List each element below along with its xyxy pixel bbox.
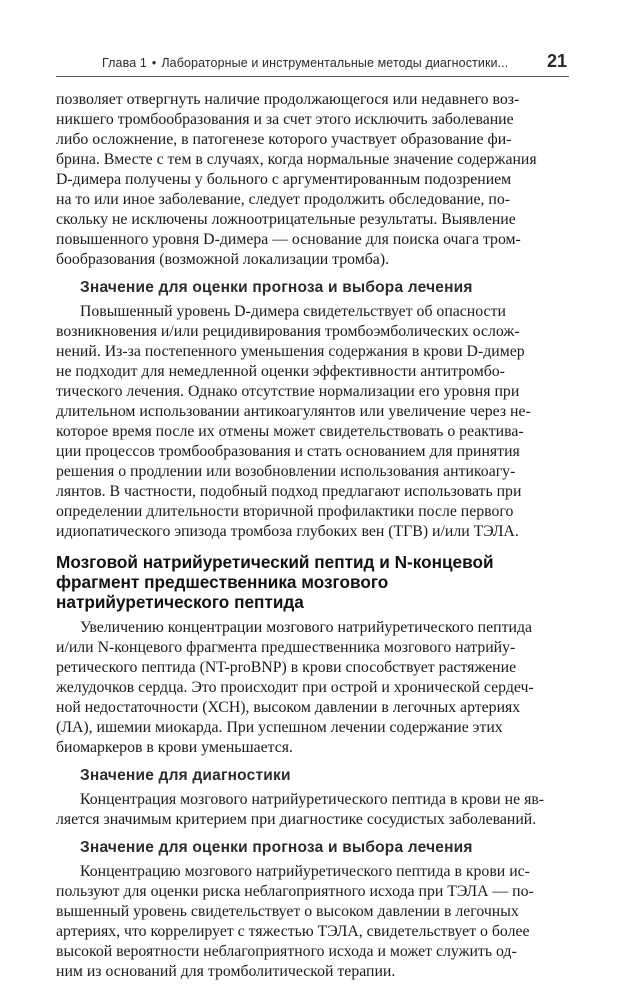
paragraph-bnp-diagnostics: [56, 790, 562, 830]
text-line: тического лечения. Однако отсутствие нормализации его уровня при: [56, 383, 520, 400]
text-line: пользуют для оценки риска неблагоприятного исхода при ТЭЛА — по-: [56, 883, 534, 900]
chapter-name: Лабораторные и инструментальные методы диагностики...: [161, 56, 509, 70]
section-heading-line: фрагмент предшественника мозгового: [56, 572, 389, 592]
text-line: не подходит для немедленной оценки эффективности антитромбо-: [56, 363, 505, 380]
section-heading-bnp: [56, 552, 562, 612]
text-line: биомаркеров в крови уменьшается.: [56, 739, 293, 756]
paragraph-bnp-prognosis: [56, 862, 562, 982]
text-line: решения о продлении или возобновлении использования антикоагу-: [56, 463, 516, 480]
text-line: и/или N-концевого фрагмента предшественника мозгового натрийу-: [56, 639, 516, 656]
text-line: Повышенный уровень D-димера свидетельствует об опасности: [80, 303, 506, 320]
text-line: высокой вероятности неблагоприятного исхода и может служить од-: [56, 943, 517, 960]
section-heading-line: Мозговой натрийуретический пептид и N-концевой: [56, 552, 494, 572]
paragraph-bnp-intro: [56, 618, 562, 758]
section-heading-line: натрийуретического пептида: [56, 592, 304, 612]
text-line: Концентрацию мозгового натрийуретического пептида в крови ис-: [80, 863, 530, 880]
text-line: идиопатического эпизода тромбоза глубоких вен (ТГВ) и/или ТЭЛА.: [56, 523, 519, 540]
text-line: бообразования (возможной локализации тромба).: [56, 251, 390, 268]
text-line: возникновения и/или рецидивирования тромбоэмболических ослож-: [56, 323, 520, 340]
text-line: D-димера получены у больного с аргументированным подозрением: [56, 171, 512, 188]
text-line: ляется значимым критерием при диагностике сосудистых заболеваний.: [56, 811, 537, 828]
text-line: никшего тромбообразования и за счет этого исключить заболевание: [56, 111, 514, 128]
text-line: артериях, что коррелирует с тяжестью ТЭЛА, свидетельствует о более: [56, 923, 530, 940]
bullet-separator: •: [151, 56, 157, 70]
text-line: (ЛА), ишемии миокарда. При успешном лечении содержание этих: [56, 719, 503, 736]
text-line: вышенный уровень свидетельствует о высоком давлении в легочных: [56, 903, 519, 920]
text-line: Увеличению концентрации мозгового натрийуретического пептида: [80, 619, 533, 636]
page-number: 21: [546, 51, 567, 71]
chapter-title: [102, 56, 508, 70]
text-line: нений. Из-за постепенного уменьшения содержания в крови D-димер: [56, 343, 525, 360]
text-line: ретического пептида (NT-proBNP) в крови способствует растяжение: [56, 659, 517, 676]
text-line: желудочков сердца. Это происходит при острой и хронической сердеч-: [56, 679, 534, 696]
page-content: [56, 90, 562, 982]
text-line: на то или иное заболевание, следует продолжить обследование, по-: [56, 191, 510, 208]
paragraph-d-dimer-diagnostics: [56, 90, 562, 270]
text-line: ним из оснований для тромболитической терапии.: [56, 963, 396, 980]
paragraph-d-dimer-prognosis: [56, 302, 562, 542]
text-line: ции процессов тромбообразования и стать основанием для принятия: [56, 443, 520, 460]
text-line: брина. Вместе с тем в случаях, когда нормальные значение содержания: [56, 151, 537, 168]
text-line: определении длительности вторичной профилактики после первого: [56, 503, 514, 520]
running-header: [56, 50, 569, 77]
text-line: повышенного уровня D-димера — основание для поиска очага тром-: [56, 231, 521, 248]
text-line: либо осложнение, в патогенезе которого участвует образование фи-: [56, 131, 512, 148]
text-line: позволяет отвергнуть наличие продолжающегося или недавнего воз-: [56, 91, 520, 108]
text-line: лянтов. В частности, подобный подход предлагают использовать при: [56, 483, 522, 500]
text-line: длительном использовании антикоагулянтов или увеличение через не-: [56, 403, 531, 420]
subheading-prognosis-d-dimer: Значение для оценки прогноза и выбора лечения: [80, 279, 473, 296]
text-line: ной недостаточности (ХСН), высоком давлении в легочных артериях: [56, 699, 521, 716]
text-line: Концентрация мозгового натрийуретического пептида в крови не яв-: [80, 791, 545, 808]
chapter-number: Глава 1: [102, 56, 147, 70]
text-line: скольку не исключены ложноотрицательные результаты. Выявление: [56, 211, 516, 228]
subheading-prognosis-bnp: Значение для оценки прогноза и выбора лечения: [80, 839, 473, 856]
subheading-diagnostics-bnp: Значение для диагностики: [80, 767, 291, 784]
text-line: которое время после их отмены может свидетельствовать о реактива-: [56, 423, 524, 440]
